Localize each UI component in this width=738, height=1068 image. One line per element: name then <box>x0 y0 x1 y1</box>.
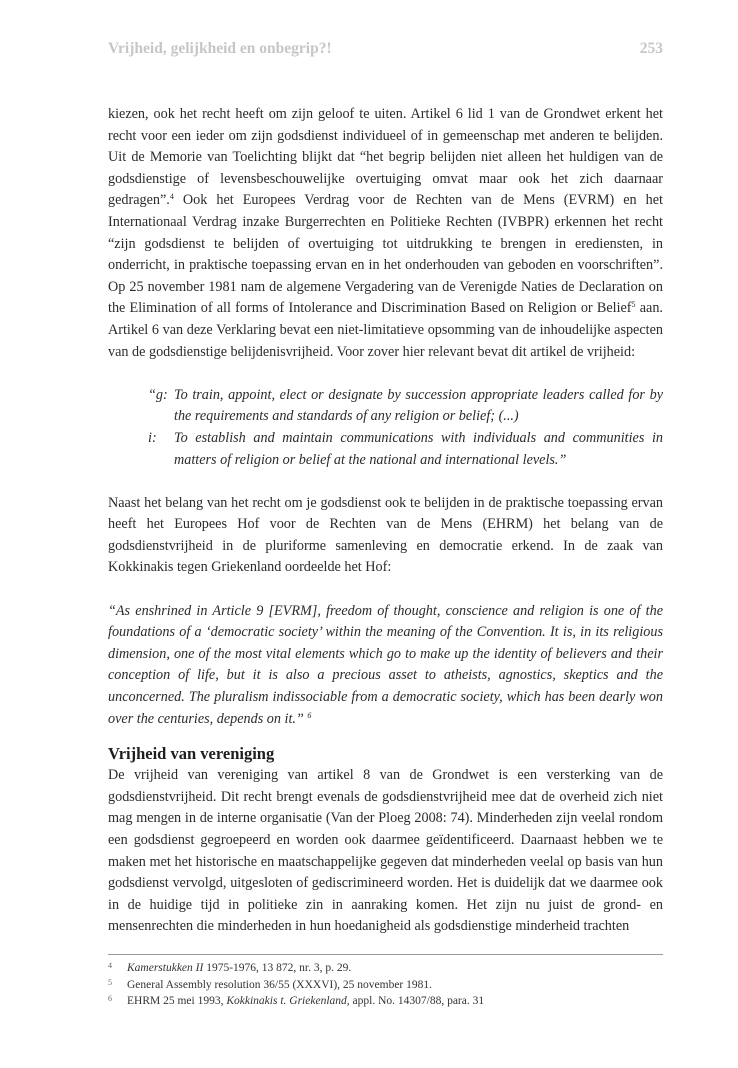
body-text <box>108 104 663 938</box>
running-head <box>108 40 663 62</box>
list-marker: “g: <box>148 386 168 403</box>
page-number: 253 <box>639 40 663 57</box>
section-heading: Vrijheid van vereniging <box>108 744 275 764</box>
footnote-divider <box>108 954 663 955</box>
footnote-5: 5 General Assembly resolution 36/55 (XXXVI), 25 november 1981. <box>108 977 433 991</box>
footnote-ref-6[interactable]: 6 <box>307 710 312 720</box>
footnote-6: 6 EHRM 25 mei 1993, Kokkinakis t. Griekenland, appl. No. 14307/88, para. 31 <box>108 994 485 1007</box>
paragraph-3: De vrijheid van vereniging van artikel 8 van de Grondwet is een versterking van de godsdienstvrijheid. Dit recht brengt evenals de godsdienstvrijheid mee dat de overheid zich niet mag mengen in de interne organisatie (Van der Ploeg 2008: 74). Minderheden zijn veelal rondom een godsdienst gegroepeerd en worden ook daarmee geïdentificeerd. Daarnaast hebben we te maken met het historische en maatschappelijke gegeven dat minderheden veelal op basis van hun godsdienst vervolgd, uitgesloten of gediscrimineerd worden. Het is duidelijk dat we daarmee ook in de huidige tijd in politieke zin in aanraking komen. Het zijn nu juist de grond- en mensenrechten die minderheden in hun hoedanigheid als godsdienstige minderheid trachten <box>108 767 663 935</box>
footnote-ref-5[interactable]: 5 <box>631 300 636 310</box>
list-item: “g: To train, appoint, elect or designate by succession appropriate leaders called for by the requirements and standards of any religion or belief; (...) <box>148 386 663 425</box>
footnote-ref-4[interactable]: 4 <box>169 192 174 202</box>
footnotes <box>108 960 663 1010</box>
block-quote: “As enshrined in Article 9 [EVRM], freedom of thought, conscience and religion is one of the foundations of a ‘democratic society’ within the meaning of the Convention. It is, in its religious dimension, one of the most vital elements which go to make up the identity of believers and their conception of life, but it is also a precious asset to atheists, agnostics, skeptics and the unconcerned. The pluralism indissociable from a democratic society, which has been dearly won over the centuries, depends on it.” $^6$ <box>108 602 663 727</box>
paragraph-2: Naast het belang van het recht om je godsdienst ook te belijden in de praktische toepassing ervan heeft het Europees Hof voor de Rechten van de Mens (EHRM) het belang van de godsdienstvrijheid in de pluriforme samenleving en democratie erkend. In de zaak van Kokkinakis tegen Griekenland oordeelde het Hof: <box>108 494 663 576</box>
running-head-title: Vrijheid, gelijkheid en onbegrip?! <box>108 40 332 57</box>
article-list <box>148 385 663 471</box>
footnote-4: 4 Kamerstukken II 1975-1976, 13 872, nr. 3, p. 29. <box>108 961 352 974</box>
paragraph-1: kiezen, ook het recht heeft om zijn geloof te uiten. Artikel 6 lid 1 van de Grondwet erkent het recht voor een ieder om zijn godsdienst individueel of in gemeenschap met anderen te belijden. Uit de Memorie van Toelichting blijkt dat “het begrip belijden niet alleen het huldigen van de godsdienstige of levensbeschouwelijke overtuiging omvat maar ook het zich daarnaar gedragen”.$^4$ Ook het Europees Verdrag voor de Rechten van de Mens (EVRM) en het Internationaal Verdrag inzake Burgerrechten en Politieke Rechten (IVBPR) erkennen het recht “zijn godsdienst te belijden of overtuiging tot uitdrukking te brengen in erediensten, in onderricht, in praktische toepassing ervan en in het onderhouden van geboden en voorschriften”. Op 25 november 1981 nam de algemene Vergadering van de Verenigde Naties de Declaration on the Elimination of all forms of Intolerance and Discrimination Based on Religion or Belief$^5$ aan. Artikel 6 van deze Verklaring bevat een niet-limitatieve opsomming van de inhoudelijke aspecten van de godsdienstige belijdenisvrijheid. Voor zover hier relevant bevat dit artikel de vrijheid: <box>108 106 663 360</box>
list-item: i: To establish and maintain communications with individuals and communities in matters of religion or belief at the national and international levels.” <box>148 429 663 468</box>
list-marker: i: <box>148 429 157 446</box>
